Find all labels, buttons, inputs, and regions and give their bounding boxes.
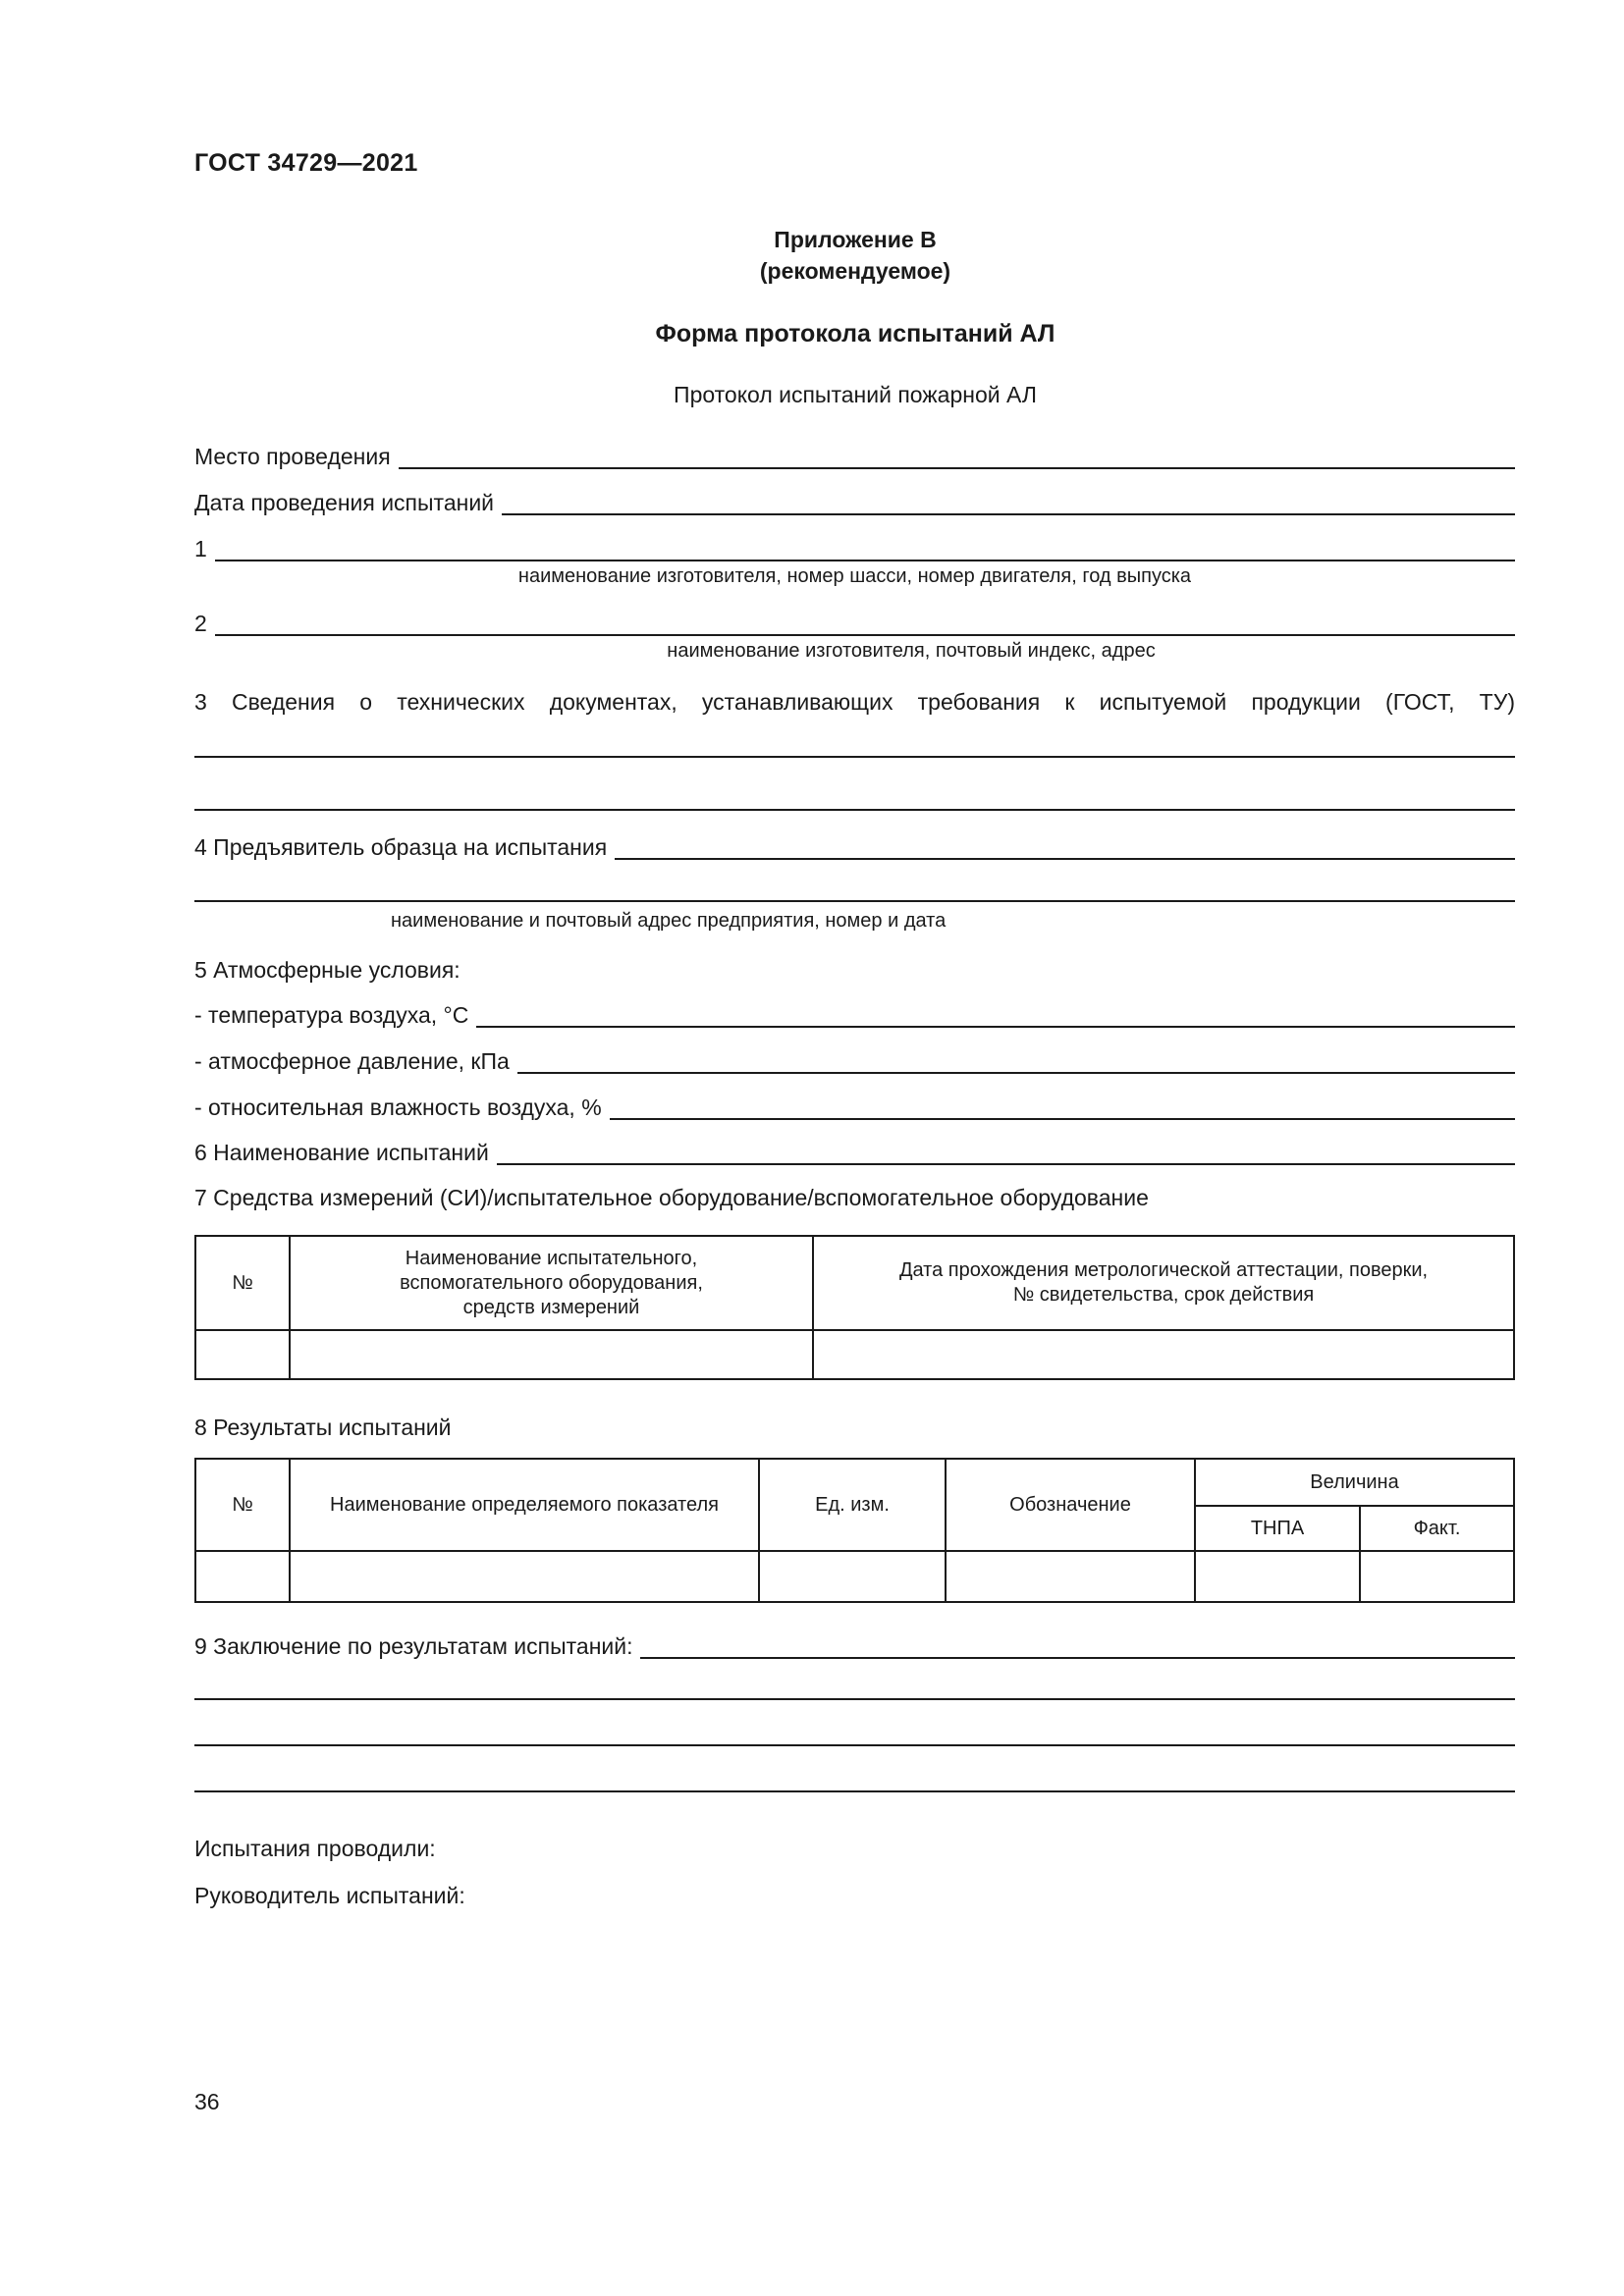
item6-line[interactable] [497,1142,1515,1165]
equipment-col-date [813,1236,1514,1330]
equipment-table-header [195,1236,1514,1330]
results-col-tnpa: ТНПА [1195,1506,1360,1551]
item2-label: 2 [194,611,207,636]
equipment-col-no: № [195,1236,290,1330]
item9-line-4[interactable] [194,1790,1515,1792]
results-table [194,1458,1515,1603]
equipment-col-date-line1: Дата прохождения метрологической аттестации, поверки, [898,1259,1429,1281]
results-table-header-1 [195,1459,1514,1506]
humidity-field [194,1095,1515,1120]
table-row [195,1330,1514,1379]
equipment-col-name [290,1236,813,1330]
humidity-line[interactable] [610,1096,1515,1120]
equipment-cell-no[interactable] [195,1330,290,1379]
item4-line-2[interactable] [194,900,1515,902]
item2-line[interactable] [215,613,1515,636]
temp-label: - температура воздуха, °С [194,1002,469,1028]
pressure-line[interactable] [517,1050,1515,1074]
equipment-col-date-line2: № свидетельства, срок действия [1012,1284,1315,1306]
pressure-field [194,1048,1515,1074]
page-number: 36 [194,2089,220,2114]
form-title: Форма протокола испытаний АЛ [655,320,1056,347]
temp-field [194,1002,1515,1028]
date-label: Дата проведения испытаний [194,490,495,515]
results-col-no: № [195,1459,290,1551]
item7-field [194,1185,1515,1210]
item4-field [194,834,1515,860]
item2-field [194,611,1515,636]
results-col-value: Величина [1195,1459,1514,1506]
item8-field [194,1415,1515,1440]
item9-field [194,1633,1515,1659]
item8-label: 8 Результаты испытаний [194,1415,452,1440]
temp-line[interactable] [476,1004,1515,1028]
item6-label: 6 Наименование испытаний [194,1140,489,1165]
item4-label: 4 Предъявитель образца на испытания [194,834,608,860]
equipment-col-name-line3: средств измерений [462,1296,640,1318]
place-line[interactable] [399,446,1515,469]
results-cell-no[interactable] [195,1551,290,1602]
table-row [195,1551,1514,1602]
conducted-field [194,1836,1515,1861]
item4-caption: наименование и почтовый адрес предприятия, номер и дата [391,910,947,932]
place-field [194,444,1515,469]
item1-caption: наименование изготовителя, номер шасси, номер двигателя, год выпуска [517,565,1192,587]
equipment-col-name-line1: Наименование испытательного, [405,1247,698,1269]
humidity-label: - относительная влажность воздуха, % [194,1095,602,1120]
item9-line[interactable] [640,1635,1515,1659]
pressure-label: - атмосферное давление, кПа [194,1048,510,1074]
appendix-title: Приложение В [774,227,937,252]
item9-label: 9 Заключение по результатам испытаний: [194,1633,633,1659]
protocol-title: Протокол испытаний пожарной АЛ [674,382,1037,407]
results-cell-tnpa[interactable] [1195,1551,1360,1602]
results-col-symbol: Обозначение [946,1459,1195,1551]
head-label: Руководитель испытаний: [194,1883,465,1908]
results-cell-fact[interactable] [1360,1551,1514,1602]
item9-line-3[interactable] [194,1744,1515,1746]
equipment-table [194,1235,1515,1380]
place-label: Место проведения [194,444,391,469]
head-field [194,1883,1515,1908]
conducted-label: Испытания проводили: [194,1836,436,1861]
item3-line-2[interactable] [194,809,1515,811]
item5-label: 5 Атмосферные условия: [194,957,460,983]
results-cell-unit[interactable] [759,1551,946,1602]
item3-label: 3 Сведения о технических документах, устанавливающих требования к испытуемой продукции (ГОСТ, ТУ) [194,689,1515,715]
equipment-cell-date[interactable] [813,1330,1514,1379]
date-line[interactable] [502,492,1515,515]
document-code: ГОСТ 34729—2021 [194,149,418,177]
results-col-unit: Ед. изм. [759,1459,946,1551]
item1-field [194,536,1515,561]
item1-line[interactable] [215,538,1515,561]
equipment-col-name-line2: вспомогательного оборудования, [400,1271,703,1294]
item2-caption: наименование изготовителя, почтовый индекс, адрес [667,640,1156,662]
equipment-cell-name[interactable] [290,1330,813,1379]
results-col-fact: Факт. [1360,1506,1514,1551]
item5-field [194,957,1515,983]
item9-line-2[interactable] [194,1698,1515,1700]
item4-line[interactable] [615,836,1515,860]
item6-field [194,1140,1515,1165]
results-cell-name[interactable] [290,1551,759,1602]
item1-label: 1 [194,536,207,561]
date-field [194,490,1515,515]
appendix-subtitle: (рекомендуемое) [759,258,951,284]
results-cell-symbol[interactable] [946,1551,1195,1602]
item7-label: 7 Средства измерений (СИ)/испытательное оборудование/вспомогательное оборудование [194,1185,1149,1210]
results-col-name: Наименование определяемого показателя [290,1459,759,1551]
item3-line-1[interactable] [194,756,1515,758]
